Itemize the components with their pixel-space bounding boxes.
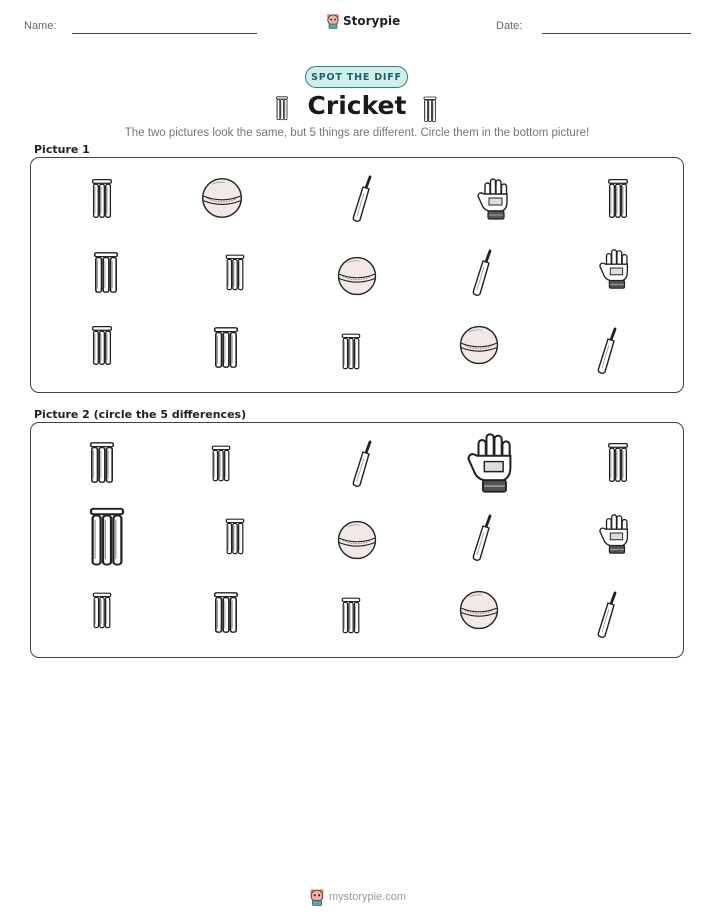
ball-icon (457, 323, 501, 367)
stumps-icon (273, 94, 291, 126)
spot-the-diff-badge: SPOT THE DIFF (305, 66, 408, 88)
glove-icon (597, 245, 635, 293)
picture1-label: Picture 1 (34, 143, 90, 156)
date-field[interactable] (542, 33, 691, 34)
stumps-icon[interactable] (338, 594, 364, 636)
stumps-icon (89, 248, 123, 296)
ball-icon[interactable] (457, 588, 501, 632)
page-title: Cricket (307, 91, 407, 120)
bat-icon[interactable] (467, 513, 497, 563)
stumps-icon (420, 94, 440, 128)
stumps-icon[interactable] (89, 589, 115, 631)
stumps-icon (604, 175, 632, 221)
stumps-icon (88, 322, 116, 368)
date-label: Date: (496, 20, 523, 32)
ball-icon (199, 175, 245, 221)
glove-icon[interactable] (597, 510, 635, 558)
stumps-icon[interactable] (85, 438, 119, 486)
bat-icon (592, 326, 622, 376)
stumps-icon (222, 251, 248, 293)
bat-icon (347, 174, 377, 224)
bat-icon[interactable] (592, 590, 622, 640)
stumps-icon[interactable] (208, 442, 234, 484)
picture2-label: Picture 2 (circle the 5 differences) (34, 408, 247, 421)
ball-icon[interactable] (335, 518, 379, 562)
mascot-icon (326, 13, 340, 29)
stumps-icon (209, 323, 243, 371)
stumps-icon[interactable] (604, 439, 632, 485)
mascot-icon (309, 888, 325, 906)
stumps-icon[interactable] (222, 515, 248, 557)
stumps-icon (88, 175, 116, 221)
stumps-icon[interactable] (83, 502, 131, 570)
glove-icon[interactable] (464, 427, 522, 499)
bat-icon[interactable] (347, 439, 377, 489)
brand-name: Storypie (343, 14, 401, 28)
name-label: Name: (24, 20, 57, 32)
stumps-icon[interactable] (209, 588, 243, 636)
ball-icon (335, 254, 379, 298)
instructions: The two pictures look the same, but 5 things are different. Circle them in the bottom picture! (124, 127, 590, 139)
bat-icon (467, 248, 497, 298)
footer (309, 888, 406, 906)
name-field[interactable] (72, 33, 257, 34)
stumps-icon (338, 330, 364, 372)
brand-logo (326, 13, 400, 29)
glove-icon (475, 174, 515, 224)
footer-url: mystorypie.com (329, 891, 407, 903)
